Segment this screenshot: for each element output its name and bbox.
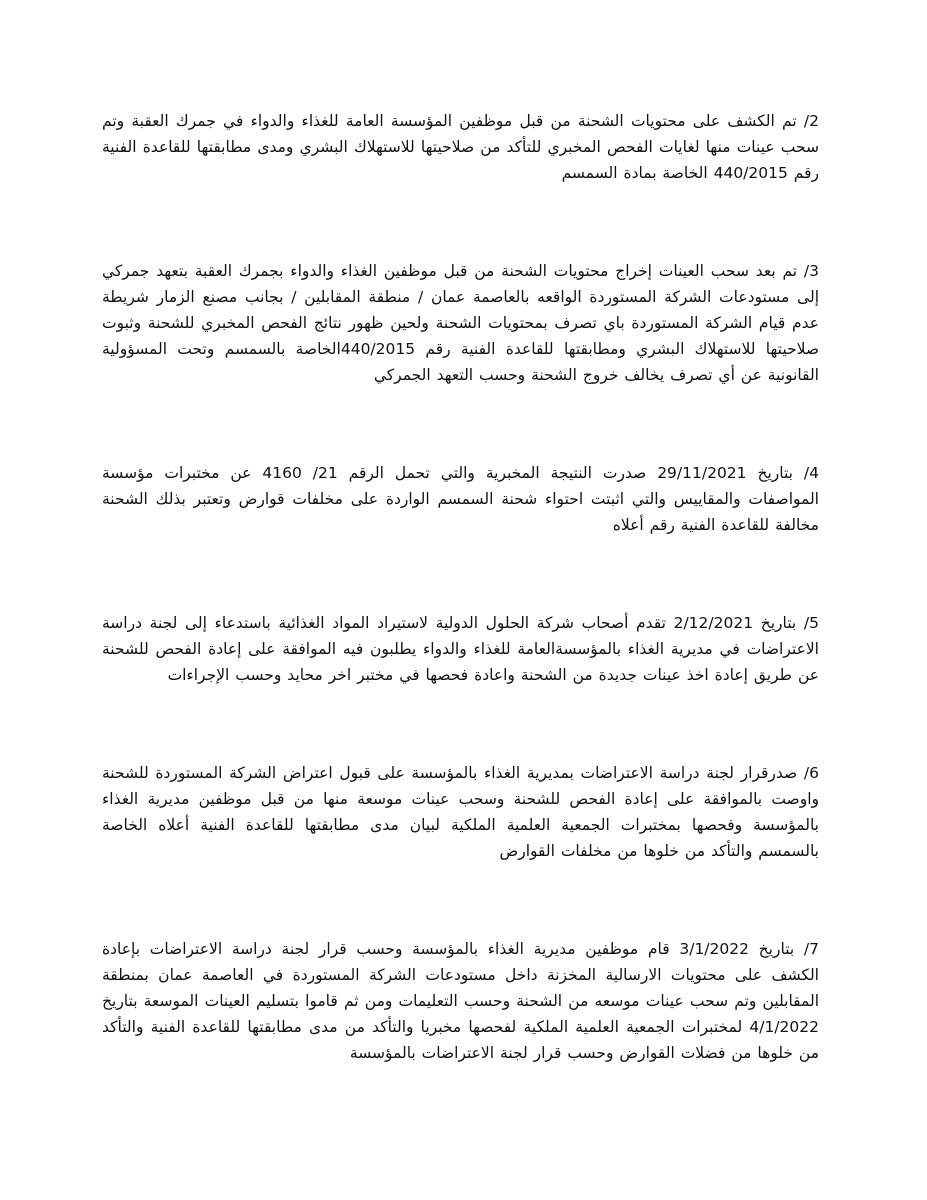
paragraph-item-4: 4/ بتاريخ 29/11/2021 صدرت النتيجة المخبرية والتي تحمل الرقم 21/ 4160 عن مختبرات مؤسسة المواصفات والمقاييس والتي اثبتت احتواء شحنة السمسم الواردة على مخلفات قوارض وتعتبر بذلك الشحنة مخالفة للقاعدة الفنية رقم أعلاه (102, 464, 819, 534)
paragraph-item-7: 7/ بتاريخ 3/1/2022 قام موظفين مديرية الغذاء بالمؤسسة وحسب قرار لجنة دراسة الاعتراضات بإعادة الكشف على محتويات الارسالية المخزنة داخل مستودعات الشركة المستوردة في العاصمة عمان بمنطقة المقابلين وتم سحب عينات موسعه من الشحنة وحسب التعليمات ومن ثم قاموا بتسليم العينات الموسعة بتاريخ 4/1/2022 لمختبرات الجمعية العلمية الملكية لفحصها مخبريا والتأكد من مدى مطابقتها للقاعدة الفنية والتأكد من خلوها من فضلات القوارض وحسب قرار لجنة الاعتراضات بالمؤسسة (102, 940, 819, 1062)
paragraph-item-2: 2/ تم الكشف على محتويات الشحنة من قبل موظفين المؤسسة العامة للغذاء والدواء في جمرك العقبة وتم سحب عينات منها لغايات الفحص المخبري للتأكد من صلاحيتها للاستهلاك البشري ومدى مطابقتها للقاعدة الفنية رقم 440/2015 الخاصة بمادة السمسم (102, 112, 819, 182)
paragraph-item-6: 6/ صدرقرار لجنة دراسة الاعتراضات بمديرية الغذاء بالمؤسسة على قبول اعتراض الشركة المستوردة للشحنة واوصت بالموافقة على إعادة الفحص للشحنة وسحب عينات موسعة منها من قبل موظفين مديرية الغذاء بالمؤسسة وفحصها بمختبرات الجمعية العلمية الملكية لبيان مدى مطابقتها للقاعدة الفنية أعلاه الخاصة بالسمسم والتأكد من خلوها من مخلفات القوارض (102, 764, 819, 860)
paragraph-item-3: 3/ تم بعد سحب العينات إخراج محتويات الشحنة من قبل موظفين الغذاء والدواء بجمرك العقبة بتعهد جمركي إلى مستودعات الشركة المستوردة الواقعه بالعاصمة عمان / منطقة المقابلين / بجانب مصنع الزمار شريطة عدم قيام الشركة المستوردة باي تصرف بمحتويات الشحنة ولحين ظهور نتائج الفحص المخبري للشحنة وثبوت صلاحيتها للاستهلاك البشري ومطابقتها للقاعدة الفنية رقم 440/2015الخاصة بالسمسم وتحت المسؤولية القانونية عن أي تصرف يخالف خروج الشحنة وحسب التعهد الجمركي (102, 262, 819, 384)
paragraph-item-5: 5/ بتاريخ 2/12/2021 تقدم أصحاب شركة الحلول الدولية لاستيراد المواد الغذائية باستدعاء إلى لجنة دراسة الاعتراضات في مديرية الغذاء بالمؤسسةالعامة للغذاء والدواء يطلبون فيه الموافقة على إعادة الفحص للشحنة عن طريق إعادة اخذ عينات جديدة من الشحنة واعادة فحصها في مختبر اخر محايد وحسب الإجراءات (102, 614, 819, 684)
